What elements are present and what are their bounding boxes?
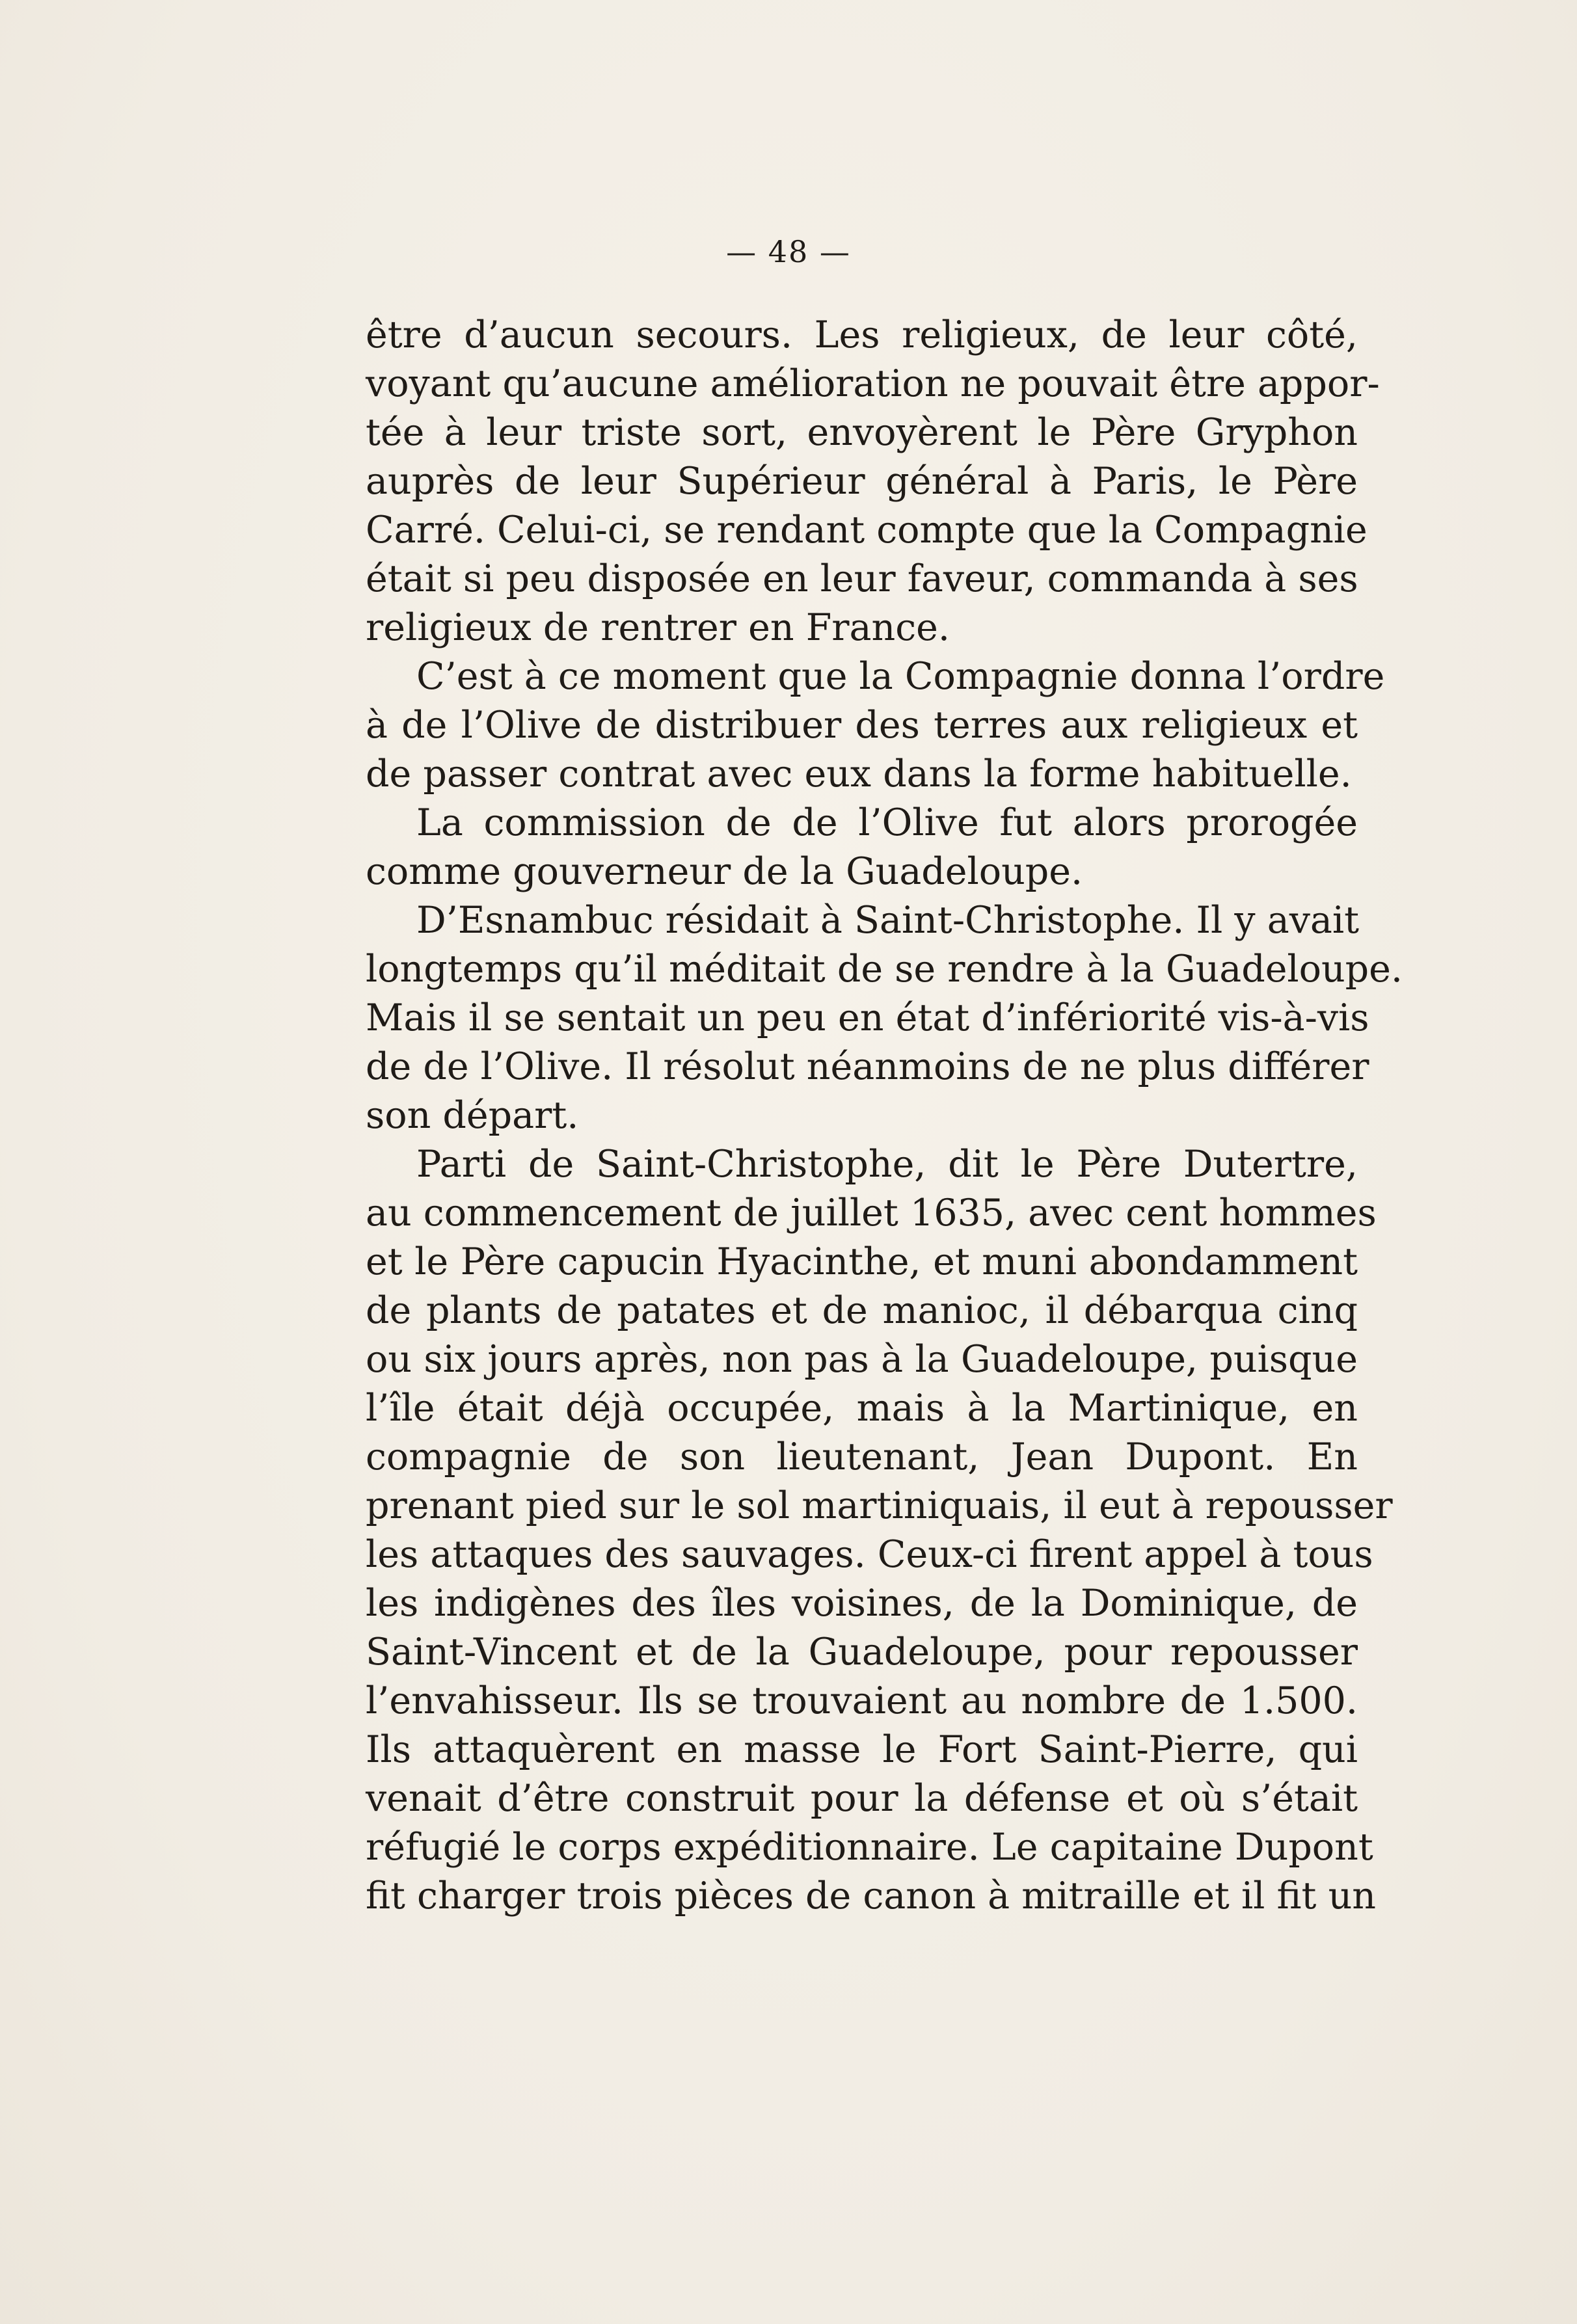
text-line: ou six jours après, non pas à la Guadeloupe, puisque <box>366 1338 1358 1381</box>
text-line: comme gouverneur de la Guadeloupe. <box>366 850 1083 893</box>
body-text <box>366 311 1403 1921</box>
text-line: auprès de leur Supérieur général à Paris, le Père <box>366 460 1358 503</box>
text-line: compagnie de son lieutenant, Jean Dupont. En <box>366 1436 1358 1478</box>
text-line: de plants de patates et de manioc, il débarqua cinq <box>366 1289 1358 1332</box>
text-line: longtemps qu’il méditait de se rendre à la Guadeloupe. <box>366 948 1403 991</box>
text-line: au commencement de juillet 1635, avec cent hommes <box>366 1192 1377 1235</box>
text-line: La commission de de l’Olive fut alors prorogée <box>416 801 1358 844</box>
text-line: fit charger trois pièces de canon à mitraille et il fit un <box>366 1875 1376 1917</box>
text-line: D’Esnambuc résidait à Saint-Christophe. Il y avait <box>416 899 1360 942</box>
text-line: l’envahisseur. Ils se trouvaient au nombre de 1.500. <box>366 1679 1358 1722</box>
text-line: C’est à ce moment que la Compagnie donna l’ordre <box>416 655 1385 698</box>
text-line: Saint-Vincent et de la Guadeloupe, pour repousser <box>366 1631 1358 1674</box>
text-line: Ils attaquèrent en masse le Fort Saint-Pierre, qui <box>366 1728 1358 1771</box>
text-line: son départ. <box>366 1094 579 1137</box>
text-line: était si peu disposée en leur faveur, commanda à ses <box>366 557 1358 600</box>
text-line: réfugié le corps expéditionnaire. Le capitaine Dupont <box>366 1826 1373 1869</box>
text-line: à de l’Olive de distribuer des terres aux religieux et <box>366 704 1358 747</box>
text-line: tée à leur triste sort, envoyèrent le Père Gryphon <box>366 411 1358 454</box>
text-line: être d’aucun secours. Les religieux, de leur côté, <box>366 314 1358 356</box>
page-number: — 48 — <box>726 234 851 269</box>
text-line: de de l’Olive. Il résolut néanmoins de ne plus différer <box>366 1045 1369 1088</box>
text-line: Mais il se sentait un peu en état d’infériorité vis-à-vis <box>366 996 1369 1039</box>
text-line: l’île était déjà occupée, mais à la Martinique, en <box>366 1387 1358 1430</box>
text-line: Parti de Saint-Christophe, dit le Père Dutertre, <box>416 1143 1358 1186</box>
text-line: Carré. Celui-ci, se rendant compte que la Compagnie <box>366 509 1368 552</box>
text-line: voyant qu’aucune amélioration ne pouvait être appor- <box>366 362 1380 405</box>
text-line: les attaques des sauvages. Ceux-ci firent appel à tous <box>366 1533 1373 1576</box>
text-line: de passer contrat avec eux dans la forme habituelle. <box>366 753 1352 795</box>
text-line: prenant pied sur le sol martiniquais, il eut à repousser <box>366 1484 1393 1527</box>
text-line: les indigènes des îles voisines, de la Dominique, de <box>366 1582 1358 1625</box>
text-line: venait d’être construit pour la défense et où s’était <box>366 1777 1358 1820</box>
text-line: et le Père capucin Hyacinthe, et muni abondamment <box>366 1240 1358 1283</box>
text-line: religieux de rentrer en France. <box>366 606 950 649</box>
